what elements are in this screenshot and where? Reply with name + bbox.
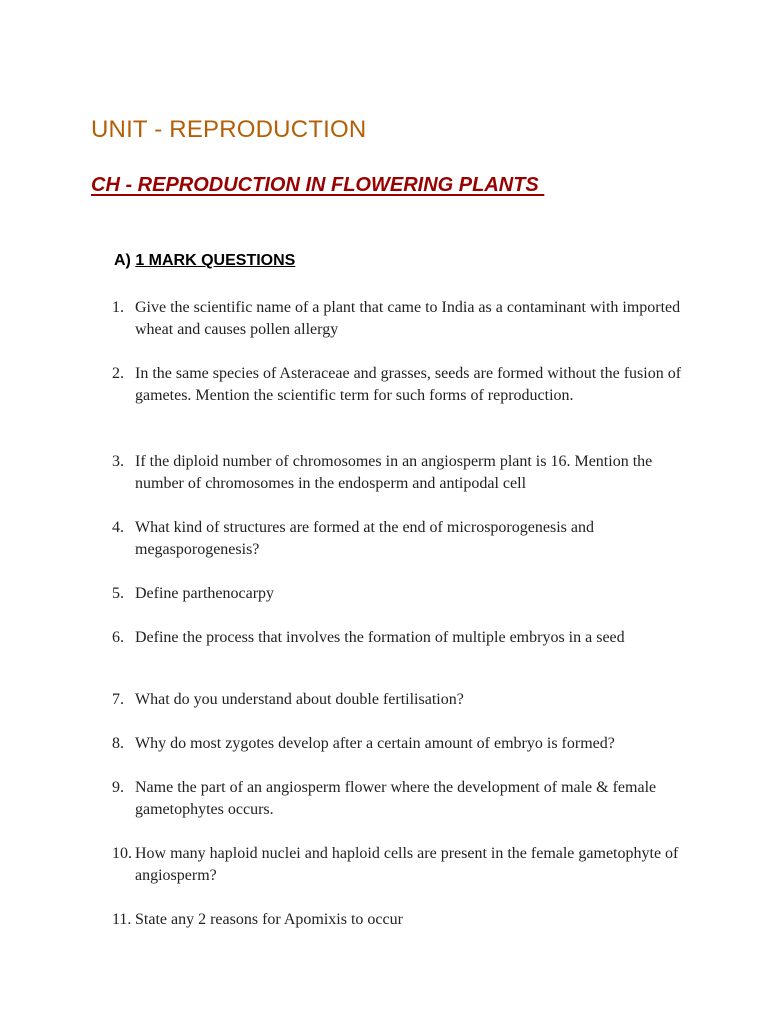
section-label: 1 MARK QUESTIONS	[135, 252, 296, 269]
question-text: What kind of structures are formed at the end of microsporogenesis and megasporogenesis?	[135, 519, 594, 558]
question-item	[112, 689, 692, 711]
question-item	[112, 909, 692, 931]
question-text: Give the scientific name of a plant that came to India as a contaminant with imported wheat and causes pollen allergy	[135, 299, 681, 338]
question-number: 6.	[112, 629, 124, 646]
section-heading	[114, 252, 295, 270]
question-number: 2.	[112, 365, 124, 382]
question-number: 11.	[112, 911, 132, 928]
question-item	[112, 517, 692, 561]
question-text: Name the part of an angiosperm flower where the development of male & female gametophytes occurs.	[135, 779, 657, 818]
question-item	[112, 777, 692, 821]
question-text: Define the process that involves the formation of multiple embryos in a seed	[135, 629, 625, 646]
question-text: In the same species of Asteraceae and grasses, seeds are formed without the fusion of gametes. Mention the scientific term for such forms of reproduction.	[135, 365, 682, 404]
question-number: 9.	[112, 779, 124, 796]
question-text: Why do most zygotes develop after a certain amount of embryo is formed?	[135, 735, 615, 752]
chapter-title: CH - REPRODUCTION IN FLOWERING PLANTS	[91, 174, 545, 196]
question-item	[112, 733, 692, 755]
section-prefix: A)	[114, 252, 136, 269]
question-item	[112, 843, 692, 887]
question-text: If the diploid number of chromosomes in an angiosperm plant is 16. Mention the number of chromosomes in the endosperm and antipodal cell	[135, 453, 653, 492]
question-number: 4.	[112, 519, 124, 536]
question-number: 10.	[112, 845, 132, 862]
question-number: 3.	[112, 453, 124, 470]
question-text: What do you understand about double fertilisation?	[135, 691, 464, 708]
question-number: 1.	[112, 299, 124, 316]
question-number: 5.	[112, 585, 124, 602]
unit-title: UNIT - REPRODUCTION	[91, 116, 367, 143]
question-text: How many haploid nuclei and haploid cells are present in the female gametophyte of angiosperm?	[135, 845, 679, 884]
question-number: 7.	[112, 691, 124, 708]
question-text: State any 2 reasons for Apomixis to occur	[135, 911, 403, 928]
question-item	[112, 363, 692, 407]
question-item	[112, 297, 692, 341]
question-item	[112, 627, 692, 649]
question-text: Define parthenocarpy	[135, 585, 275, 602]
question-number: 8.	[112, 735, 124, 752]
question-item	[112, 451, 692, 495]
question-item	[112, 583, 692, 605]
